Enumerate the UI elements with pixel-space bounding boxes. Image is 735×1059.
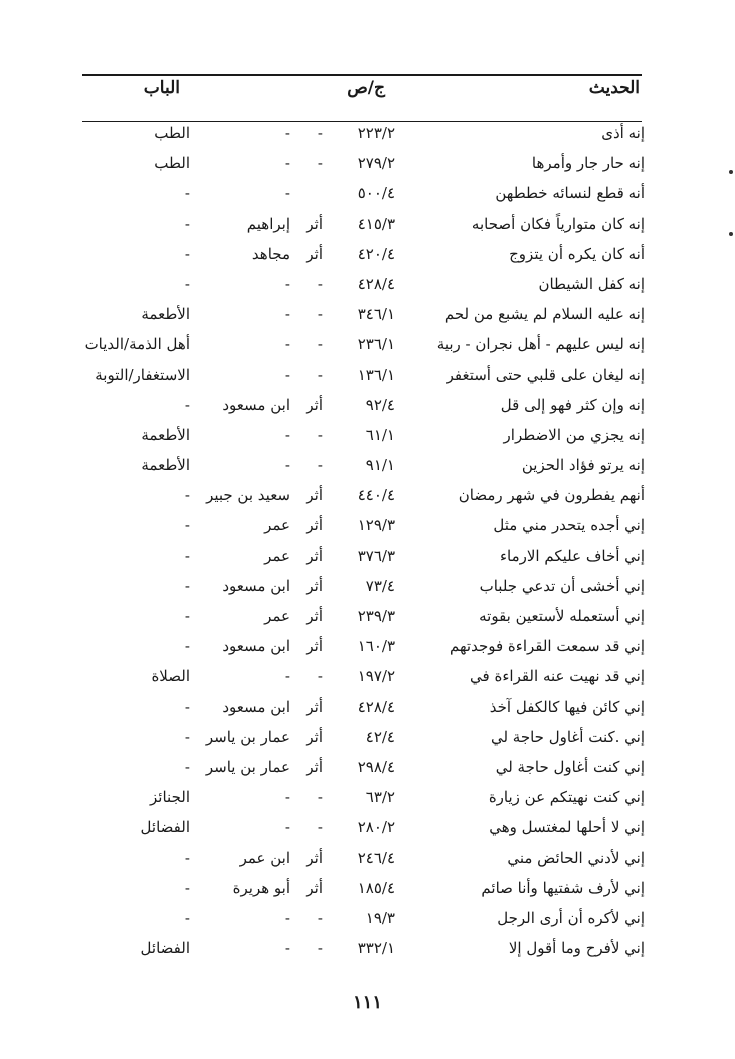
- narrator-name: عمر: [264, 516, 290, 535]
- volume-page-ref: ٤٢٨/٤: [357, 274, 395, 293]
- hadith-text: أنه كان يكره أن يتزوج: [509, 244, 645, 263]
- table-row: [0, 450, 735, 480]
- type-label: -: [317, 425, 323, 444]
- chapter-name: -: [184, 486, 190, 505]
- chapter-name: الفضائل: [140, 818, 190, 837]
- narrator-name: -: [284, 425, 290, 444]
- type-label: -: [317, 305, 323, 324]
- type-label: -: [317, 939, 323, 958]
- table-row: [0, 148, 735, 178]
- hadith-text: إنه عليه السلام لم يشبع من لحم: [444, 305, 645, 324]
- hadith-text: إني كنت نهيتكم عن زيارة: [488, 788, 645, 807]
- type-label: أثر: [306, 757, 323, 776]
- narrator-name: ابن مسعود: [222, 697, 290, 716]
- volume-page-ref: ٤٢/٤: [365, 727, 395, 746]
- hadith-text: إنه وإن كثر فهو إلى قل: [500, 395, 645, 414]
- volume-page-ref: ٢٤٦/٤: [357, 848, 395, 867]
- narrator-name: -: [284, 365, 290, 384]
- table-row: [0, 661, 735, 691]
- index-table: [0, 118, 735, 963]
- hadith-text: إنه أذى: [601, 124, 645, 142]
- hadith-text: أنه قطع لنسائه خططهن: [495, 184, 645, 203]
- hadith-text: إنه يجزي من الاضطرار: [503, 425, 645, 444]
- table-row: [0, 360, 735, 390]
- type-label: أثر: [306, 848, 323, 867]
- narrator-name: عمر: [264, 546, 290, 565]
- type-label: أثر: [306, 727, 323, 746]
- table-row: [0, 812, 735, 842]
- type-label: -: [317, 154, 323, 173]
- volume-page-ref: ٢٣٩/٣: [357, 607, 395, 625]
- type-label: أثر: [306, 697, 323, 716]
- volume-page-ref: ٤٢٨/٤: [357, 697, 395, 716]
- volume-page-ref: ٢٣٦/١: [357, 335, 395, 354]
- table-row: [0, 209, 735, 239]
- edge-mark: [729, 232, 733, 236]
- table-row: [0, 903, 735, 933]
- hadith-text: إنه كفل الشيطان: [538, 274, 645, 293]
- volume-page-ref: ٧٣/٤: [365, 576, 395, 595]
- chapter-name: -: [184, 878, 190, 897]
- volume-page-ref: ٦١/١: [365, 425, 395, 444]
- volume-page-ref: ١٩٧/٢: [357, 667, 395, 686]
- type-label: -: [317, 124, 323, 142]
- narrator-name: -: [284, 335, 290, 354]
- header-bab: الباب: [143, 78, 180, 98]
- edge-mark: [729, 170, 733, 174]
- type-label: -: [317, 667, 323, 686]
- narrator-name: -: [284, 788, 290, 807]
- volume-page-ref: ٤١٥/٣: [357, 214, 395, 233]
- table-row: [0, 631, 735, 661]
- volume-page-ref: ٢٩٨/٤: [357, 757, 395, 776]
- table-row: [0, 571, 735, 601]
- hadith-text: إني كنت أغاول حاجة لي: [495, 757, 645, 776]
- type-label: -: [317, 818, 323, 837]
- volume-page-ref: ٢٨٠/٢: [357, 818, 395, 837]
- table-row: [0, 480, 735, 510]
- chapter-name: -: [184, 274, 190, 293]
- narrator-name: -: [284, 124, 290, 142]
- narrator-name: -: [284, 908, 290, 927]
- hadith-text: إني لأرف شفتيها وأنا صائم: [481, 878, 645, 897]
- table-row: [0, 510, 735, 540]
- chapter-name: الأطعمة: [141, 425, 190, 444]
- volume-page-ref: ١٦٠/٣: [357, 637, 395, 656]
- type-label: أثر: [306, 244, 323, 263]
- narrator-name: -: [284, 274, 290, 293]
- volume-page-ref: ١٢٩/٣: [357, 516, 395, 535]
- narrator-name: عمار بن ياسر: [205, 757, 290, 776]
- table-row: [0, 722, 735, 752]
- table-row: [0, 299, 735, 329]
- narrator-name: ابن مسعود: [222, 637, 290, 656]
- hadith-text: إنه يرتو فؤاد الحزين: [521, 456, 645, 475]
- narrator-name: -: [284, 154, 290, 173]
- hadith-text: إني قد سمعت القراءة فوجدتهم: [450, 637, 645, 656]
- hadith-text: إني .كنت أغاول حاجة لي: [490, 727, 645, 746]
- hadith-text: إني أستعمله لأستعين بقوته: [479, 607, 645, 625]
- volume-page-ref: ٤٢٠/٤: [357, 244, 395, 263]
- chapter-name: -: [184, 607, 190, 625]
- narrator-name: -: [284, 184, 290, 203]
- type-label: أثر: [306, 546, 323, 565]
- narrator-name: -: [284, 305, 290, 324]
- chapter-name: -: [184, 516, 190, 535]
- volume-page-ref: ٤٤٠/٤: [357, 486, 395, 505]
- type-label: أثر: [306, 637, 323, 656]
- table-row: [0, 329, 735, 359]
- narrator-name: عمر: [264, 607, 290, 625]
- narrator-name: ابن عمر: [239, 848, 290, 867]
- hadith-text: إني قد نهيت عنه القراءة في: [470, 667, 645, 686]
- volume-page-ref: ١٨٥/٤: [357, 878, 395, 897]
- table-row: [0, 420, 735, 450]
- hadith-text: إنه ليغان على قلبي حتى أستغفر: [446, 365, 645, 384]
- hadith-text: إني أخاف عليكم الارماء: [499, 546, 645, 565]
- hadith-text: إني لا أحلها لمغتسل وهي: [489, 818, 645, 837]
- hadith-text: إني لأدني الحائض مني: [507, 848, 645, 867]
- chapter-name: -: [184, 757, 190, 776]
- type-label: أثر: [306, 607, 323, 625]
- narrator-name: عمار بن ياسر: [205, 727, 290, 746]
- narrator-name: إبراهيم: [246, 214, 290, 233]
- hadith-text: إني أخشى أن تدعي جلباب: [479, 576, 645, 595]
- chapter-name: الفضائل: [140, 939, 190, 958]
- chapter-name: -: [184, 546, 190, 565]
- type-label: أثر: [306, 395, 323, 414]
- table-row: [0, 601, 735, 631]
- chapter-name: أهل الذمة/الديات: [84, 335, 190, 354]
- hadith-text: إني لأكره أن أرى الرجل: [497, 908, 645, 927]
- chapter-name: -: [184, 184, 190, 203]
- table-row: [0, 843, 735, 873]
- narrator-name: ابن مسعود: [222, 395, 290, 414]
- hadith-text: إني كائن فيها كالكفل آخذ: [489, 697, 645, 716]
- table-row: [0, 752, 735, 782]
- hadith-text: أنهم يفطرون في شهر رمضان: [458, 486, 645, 505]
- hadith-text: إنه ليس عليهم - أهل نجران - ربية: [436, 335, 645, 354]
- chapter-name: -: [184, 576, 190, 595]
- table-row: [0, 782, 735, 812]
- volume-page-ref: ١٩/٣: [365, 908, 395, 927]
- table-row: [0, 118, 735, 148]
- top-rule: [82, 74, 642, 76]
- table-row: [0, 269, 735, 299]
- table-row: [0, 239, 735, 269]
- type-label: -: [317, 788, 323, 807]
- chapter-name: الطب: [154, 154, 190, 173]
- chapter-name: الصلاة: [151, 667, 190, 686]
- narrator-name: -: [284, 939, 290, 958]
- type-label: أثر: [306, 878, 323, 897]
- type-label: أثر: [306, 214, 323, 233]
- chapter-name: -: [184, 637, 190, 656]
- chapter-name: الأطعمة: [141, 305, 190, 324]
- header-hadith: الحديث: [588, 78, 640, 98]
- type-label: -: [317, 908, 323, 927]
- narrator-name: -: [284, 667, 290, 686]
- table-row: [0, 541, 735, 571]
- chapter-name: -: [184, 697, 190, 716]
- type-label: -: [317, 335, 323, 354]
- table-row: [0, 178, 735, 208]
- narrator-name: مجاهد: [251, 244, 290, 263]
- volume-page-ref: ٦٣/٢: [365, 788, 395, 807]
- hadith-text: إنه حار جار وأمرها: [531, 154, 645, 173]
- narrator-name: سعيد بن جبير: [206, 486, 290, 505]
- chapter-name: -: [184, 908, 190, 927]
- chapter-name: -: [184, 848, 190, 867]
- table-row: [0, 933, 735, 963]
- narrator-name: ابن مسعود: [222, 576, 290, 595]
- header-ref: ج/ص: [347, 78, 385, 98]
- type-label: -: [317, 274, 323, 293]
- volume-page-ref: ٣٤٦/١: [357, 305, 395, 324]
- chapter-name: الاستغفار/التوبة: [95, 365, 190, 384]
- type-label: أثر: [306, 516, 323, 535]
- volume-page-ref: ٩١/١: [365, 456, 395, 475]
- narrator-name: -: [284, 456, 290, 475]
- type-label: أثر: [306, 576, 323, 595]
- volume-page-ref: ٣٣٢/١: [357, 939, 395, 958]
- chapter-name: -: [184, 244, 190, 263]
- type-label: -: [317, 456, 323, 475]
- chapter-name: الطب: [154, 124, 190, 142]
- type-label: -: [317, 365, 323, 384]
- volume-page-ref: ٢٧٩/٢: [357, 154, 395, 173]
- table-row: [0, 692, 735, 722]
- chapter-name: الأطعمة: [141, 456, 190, 475]
- chapter-name: -: [184, 727, 190, 746]
- hadith-text: إنه كان متوارياً فكان أصحابه: [471, 214, 645, 233]
- volume-page-ref: ٥٠٠/٤: [357, 184, 395, 203]
- chapter-name: -: [184, 395, 190, 414]
- chapter-name: -: [184, 214, 190, 233]
- type-label: أثر: [306, 486, 323, 505]
- narrator-name: -: [284, 818, 290, 837]
- page-number: ١١١: [352, 992, 382, 1013]
- volume-page-ref: ٩٢/٤: [365, 395, 395, 414]
- volume-page-ref: ٢٢٣/٢: [357, 124, 395, 142]
- hadith-text: إني لأفرح وما أقول إلا: [508, 939, 645, 958]
- table-row: [0, 390, 735, 420]
- volume-page-ref: ٣٧٦/٣: [357, 546, 395, 565]
- narrator-name: أبو هريرة: [232, 878, 290, 897]
- chapter-name: الجنائز: [150, 788, 190, 807]
- hadith-text: إني أجده يتحدر مني مثل: [493, 516, 645, 535]
- volume-page-ref: ١٣٦/١: [357, 365, 395, 384]
- table-row: [0, 873, 735, 903]
